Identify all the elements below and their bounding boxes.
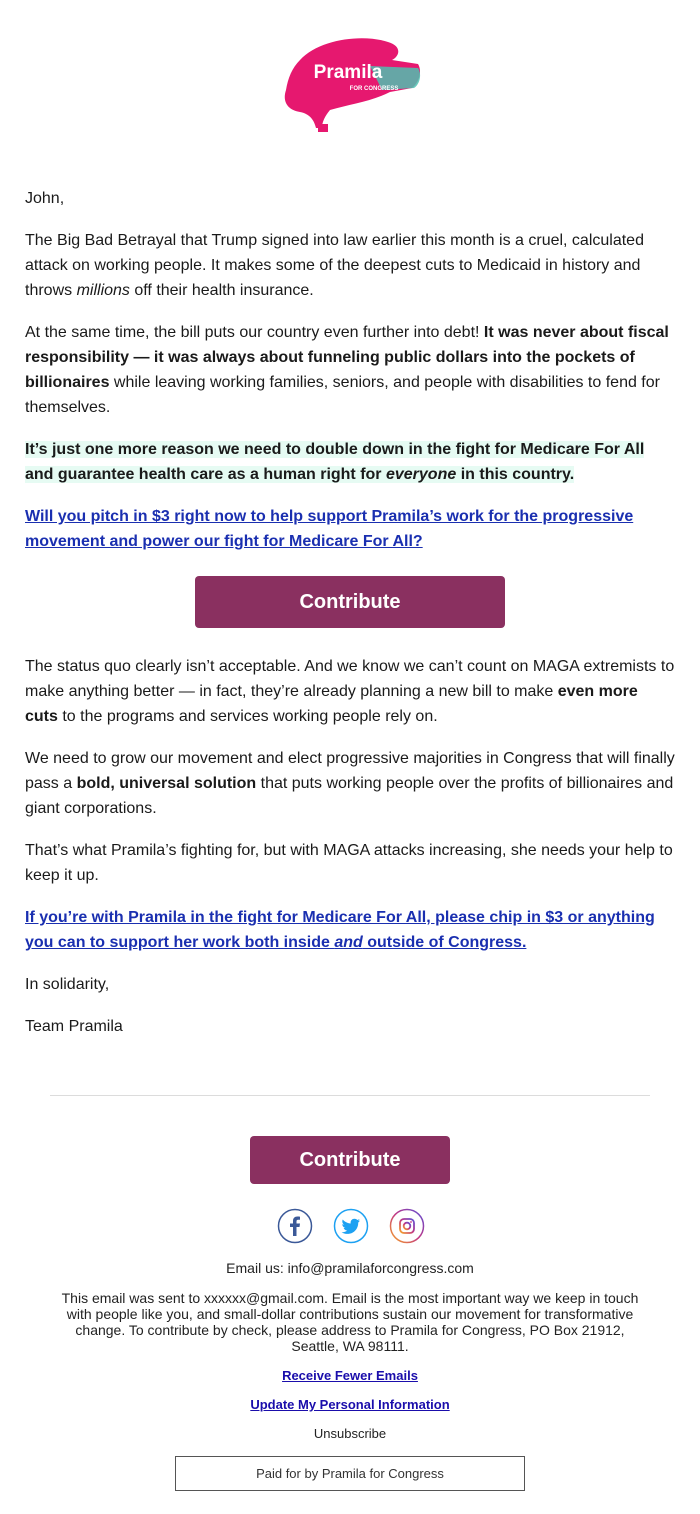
link2-emphasis: and xyxy=(334,934,363,951)
contact-email: Email us: info@pramilaforcongress.com xyxy=(226,1260,474,1276)
paragraph-2 xyxy=(25,320,675,420)
p3-emphasis: everyone xyxy=(385,466,457,483)
p3-text-b: in this country. xyxy=(456,466,575,483)
paragraph-1 xyxy=(25,228,675,303)
facebook-icon[interactable] xyxy=(277,1208,311,1242)
paragraph-5 xyxy=(25,746,675,821)
update-info-link[interactable]: Update My Personal Information xyxy=(250,1397,450,1412)
paragraph-6: That’s what Pramila’s fighting for, but with MAGA attacks increasing, she needs your help to keep it up. xyxy=(25,842,673,884)
pramila-logo[interactable] xyxy=(270,30,430,134)
p3-text-a: It’s just one more reason we need to double down in the fight for Medicare For All and guarantee health care as a human right for xyxy=(25,441,645,483)
donate-link-2[interactable] xyxy=(25,909,655,951)
social-links xyxy=(0,1208,700,1246)
p4-text-a: The status quo clearly isn’t acceptable. And we know we can’t count on MAGA extremists to make anything better — in fact, they’re already planning a new bill to make xyxy=(25,658,675,700)
twitter-icon[interactable] xyxy=(333,1208,367,1242)
footer-divider xyxy=(50,1095,650,1096)
donate-link-paragraph-2 xyxy=(25,905,675,955)
logo-name: Pramila xyxy=(313,62,383,83)
paragraph-3-highlight xyxy=(25,437,675,487)
p2-text-a: At the same time, the bill puts our country even further into debt! xyxy=(25,324,484,341)
signoff: In solidarity, xyxy=(25,976,110,993)
footer-contribute-button[interactable]: Contribute xyxy=(250,1136,450,1184)
unsubscribe-link[interactable]: Unsubscribe xyxy=(313,1426,387,1441)
link2-text-a: If you’re with Pramila in the fight for Medicare For All, please chip in $3 or anything you can to support her work both inside xyxy=(25,909,655,951)
p2-text-b: while leaving working families, seniors, and people with disabilities to fend for themselves. xyxy=(25,374,660,416)
p1-text-b: off their health insurance. xyxy=(129,282,314,299)
p5-text-a: We need to grow our movement and elect progressive majorities in Congress that will finally pass a xyxy=(25,750,675,792)
donate-link-1[interactable]: Will you pitch in $3 right now to help support Pramila’s work for the progressive movement and power our fight for Medicare For All? xyxy=(25,508,634,550)
p4-text-b: to the programs and services working people rely on. xyxy=(57,708,438,725)
logo-graphic xyxy=(270,30,430,134)
contribute-button[interactable]: Contribute xyxy=(195,576,505,628)
footer xyxy=(0,1260,700,1491)
paid-for-disclaimer: Paid for by Pramila for Congress xyxy=(175,1456,525,1491)
p5-text-b: that puts working people over the profits of billionaires and giant corporations. xyxy=(25,775,674,817)
signature: Team Pramila xyxy=(25,1018,123,1035)
donate-link-paragraph-1 xyxy=(25,504,675,554)
instagram-icon[interactable] xyxy=(389,1208,423,1242)
paragraph-4 xyxy=(25,654,675,729)
p2-bold: It was never about fiscal responsibility — it was always about funneling public dollars into the pockets of billionaires xyxy=(25,324,669,391)
link2-text-b: outside of Congress. xyxy=(362,934,527,951)
greeting: John, xyxy=(25,190,65,207)
logo-subtitle: FOR CONGRESS xyxy=(349,86,399,92)
p1-text-a: The Big Bad Betrayal that Trump signed into law earlier this month is a cruel, calculated attack on working people. It makes some of the deepest cuts to Medicaid in history and throws xyxy=(25,232,644,299)
p5-bold: bold, universal solution xyxy=(76,775,257,792)
p1-emphasis: millions xyxy=(76,282,130,299)
p4-bold: even more cuts xyxy=(25,683,638,725)
receive-fewer-emails-link[interactable]: Receive Fewer Emails xyxy=(282,1368,418,1383)
email-body xyxy=(0,186,700,1039)
footer-notice: This email was sent to xxxxxx@gmail.com. Email is the most important way we keep in touch with people like you, and small-dollar contributions sustain our movement for transformative change. To contribute by check, please address to Pramila for Congress, PO Box 21912, Seattle, WA 98111. xyxy=(61,1290,639,1354)
